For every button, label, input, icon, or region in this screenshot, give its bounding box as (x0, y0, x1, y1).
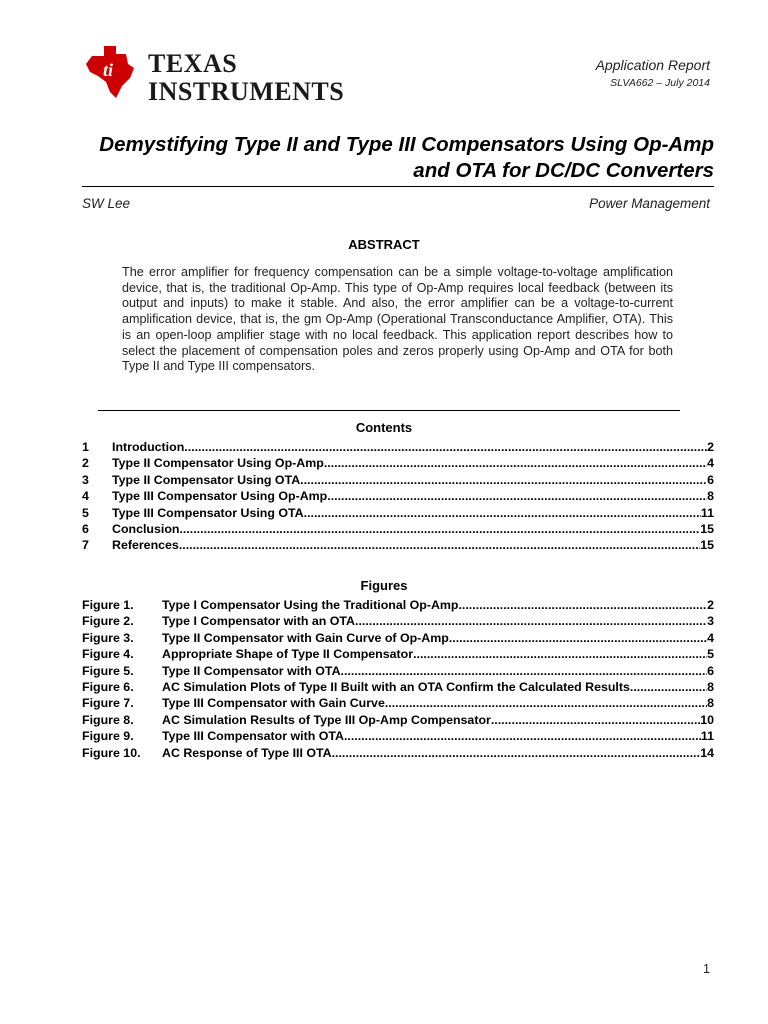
figure-item-page: 5 (707, 647, 714, 662)
contents-item-page: 15 (700, 521, 714, 536)
contents-item-page: 11 (700, 505, 714, 520)
figure-item-number: Figure 1. (82, 598, 134, 612)
figure-item[interactable] (82, 729, 714, 745)
brand-name-line1: TEXAS (148, 49, 238, 78)
svg-text:ti: ti (103, 60, 114, 80)
brand-name (148, 49, 345, 108)
contents-item[interactable] (82, 456, 714, 472)
organization: Power Management (589, 196, 710, 211)
figure-item-number: Figure 9. (82, 729, 134, 744)
contents-item-number: 5 (82, 505, 89, 520)
figure-item-title: Type II Compensator with OTA (162, 663, 341, 678)
report-id: SLVA662 – July 2014 (610, 77, 710, 89)
contents-item-leader (179, 538, 700, 552)
figure-item[interactable] (82, 664, 714, 680)
figure-item-leader (385, 696, 707, 710)
contents-item-leader (327, 489, 707, 503)
figure-item-page: 3 (707, 614, 714, 629)
figure-item[interactable] (82, 631, 714, 647)
contents-item[interactable] (82, 473, 714, 489)
figure-item-title: AC Simulation Results of Type III Op-Amp Compensator (162, 712, 491, 727)
figure-item-number: Figure 5. (82, 663, 134, 678)
figure-item-leader (413, 647, 707, 661)
contents-item-title: Type III Compensator Using Op-Amp (112, 489, 328, 504)
figure-item-leader (344, 729, 701, 743)
contents-item[interactable] (82, 538, 714, 554)
figures-heading: Figures (360, 578, 408, 593)
contents-item-number: 2 (82, 456, 89, 471)
figure-item-title: Type III Compensator with Gain Curve (162, 696, 385, 711)
figure-item-number: Figure 2. (82, 614, 134, 629)
figure-item-title: Type II Compensator with Gain Curve of Op-Amp (162, 630, 449, 645)
figure-item[interactable] (82, 696, 714, 712)
figure-item-page: 6 (707, 663, 714, 678)
contents-item-page: 4 (707, 456, 714, 471)
figure-item-title: AC Simulation Plots of Type II Built with an OTA Confirm the Calculated Results (162, 679, 630, 694)
page-number: 1 (703, 962, 710, 976)
contents-item-number: 6 (82, 521, 89, 536)
document-title: Demystifying Type II and Type III Compensators Using Op-Amp and OTA for DC/DC Converters (99, 133, 714, 182)
figure-item[interactable] (82, 680, 714, 696)
figure-item-page: 8 (707, 696, 714, 711)
contents-item-title: Introduction (112, 440, 185, 454)
figure-item-title: Type I Compensator Using the Traditional Op-Amp (162, 598, 459, 612)
figure-item-leader (355, 614, 707, 628)
contents-item-title: Conclusion (112, 521, 180, 536)
figure-item-leader (458, 598, 707, 612)
contents-item-title: Type II Compensator Using OTA (112, 472, 301, 487)
figure-item-number: Figure 8. (82, 712, 134, 727)
figure-item-number: Figure 4. (82, 647, 134, 662)
contents-item-number: 7 (82, 538, 89, 553)
figure-item[interactable] (82, 598, 714, 614)
figure-item-leader (341, 664, 708, 678)
contents-heading: Contents (355, 420, 413, 435)
report-type: Application Report (595, 57, 710, 73)
abstract-heading: ABSTRACT (348, 237, 420, 252)
brand-name-line2: INSTRUMENTS (148, 77, 345, 106)
figure-item-leader (491, 713, 700, 727)
figure-item-page: 8 (707, 679, 714, 694)
figures-list (82, 598, 714, 762)
figure-item-number: Figure 3. (82, 630, 134, 645)
figure-item[interactable] (82, 713, 714, 729)
contents-list (82, 440, 714, 555)
contents-item-page: 2 (707, 440, 714, 454)
figure-item-leader (449, 631, 707, 645)
contents-item-number: 4 (82, 489, 89, 504)
contents-item-title: Type III Compensator Using OTA (112, 505, 304, 520)
figure-item-title: Appropriate Shape of Type II Compensator (162, 647, 414, 662)
figure-item-number: Figure 6. (82, 679, 134, 694)
contents-item-leader (300, 473, 707, 487)
figure-item-number: Figure 7. (82, 696, 134, 711)
contents-item-page: 6 (707, 472, 714, 487)
contents-item-page: 8 (707, 489, 714, 504)
contents-item[interactable] (82, 506, 714, 522)
figure-item-title: AC Response of Type III OTA (162, 745, 332, 760)
contents-item-number: 1 (82, 440, 89, 454)
contents-item-title: Type II Compensator Using Op-Amp (112, 456, 324, 471)
contents-item-leader (179, 522, 700, 536)
contents-item-leader (324, 456, 707, 470)
contents-item[interactable] (82, 489, 714, 505)
figure-item-leader (332, 746, 701, 760)
contents-item-page: 15 (700, 538, 714, 553)
figure-item-leader (630, 680, 707, 694)
figure-item-title: Type I Compensator with an OTA (162, 614, 355, 629)
figure-item-number: Figure 10. (82, 745, 141, 760)
figure-item-page: 2 (707, 598, 714, 612)
author: SW Lee (82, 196, 131, 211)
abstract-text: The error amplifier for frequency compensation can be a simple voltage-to-voltage amplification device, that is, the traditional Op-Amp. This type of Op-Amp requires local feedback (between its output and inputs) to make it stable. And also, the error amplifier can be a voltage-to-current amplification device, that is, the gm Op-Amp (Operational Transconductance Amplifier, OTA). This is an open-loop amplifier stage with no local feedback. This application report describes how to select the placement of compensation poles and zeros properly using Op-Amp and OTA for both Type II and Type III compensators. (122, 265, 673, 374)
figure-item-title: Type III Compensator with OTA (162, 729, 344, 744)
figure-item-page: 4 (707, 630, 714, 645)
contents-item[interactable] (82, 522, 714, 538)
figure-item[interactable] (82, 647, 714, 663)
figure-item-page: 10 (700, 712, 714, 727)
contents-item-leader (304, 506, 701, 520)
contents-item-title: References (112, 538, 179, 553)
figure-item[interactable] (82, 614, 714, 630)
figure-item-page: 14 (700, 745, 714, 760)
contents-item-number: 3 (82, 472, 89, 487)
figure-item[interactable] (82, 746, 714, 762)
contents-item[interactable] (82, 440, 714, 456)
contents-item-leader (184, 440, 707, 454)
figure-item-page: 11 (700, 729, 714, 744)
title-divider (82, 186, 714, 187)
abstract-divider (98, 410, 680, 411)
ti-logo-icon (82, 42, 142, 104)
